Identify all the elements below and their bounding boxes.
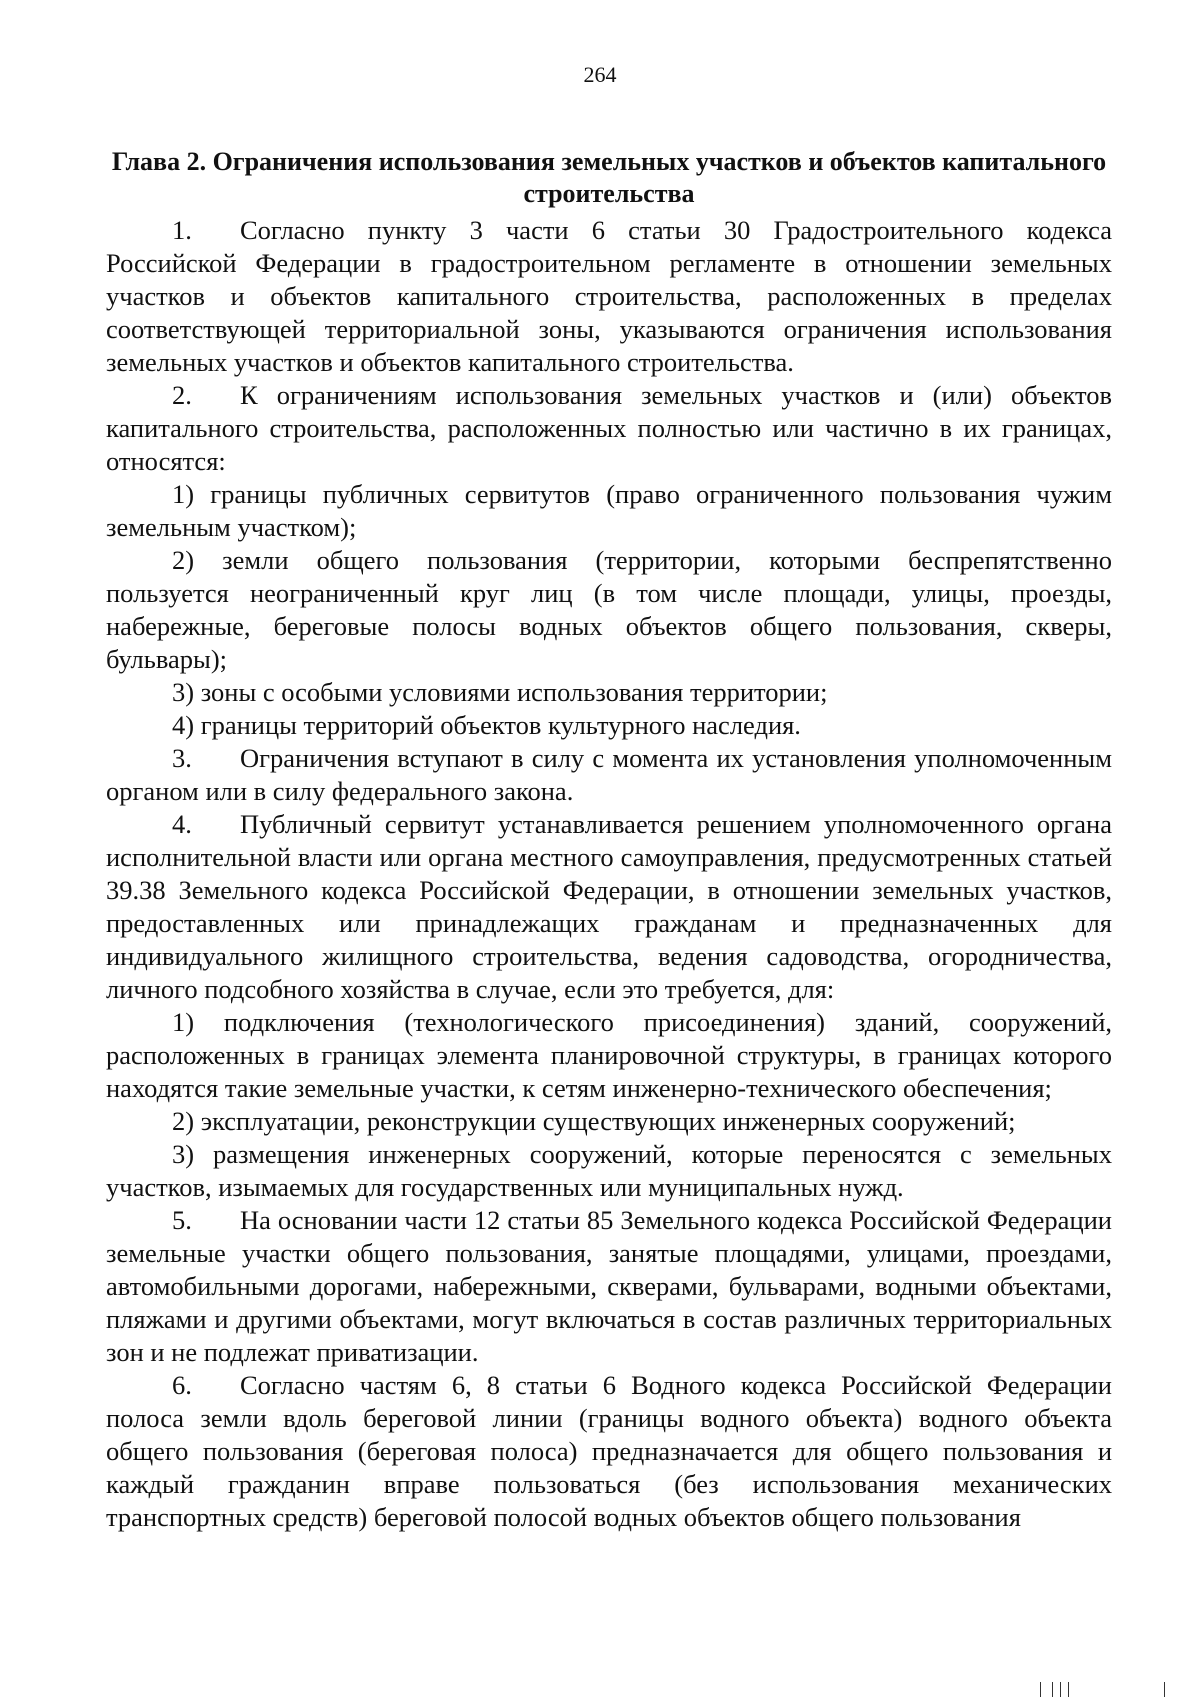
paragraph-5 — [106, 1204, 1112, 1369]
paragraph-4 — [106, 808, 1112, 1006]
paragraph-text: К ограничениям использования земельных участков и (или) объектов капитального строительства, расположенных полностью или частично в их границах, относятся: — [106, 380, 1112, 476]
list-item: 3) размещения инженерных сооружений, которые переносятся с земельных участков, изымаемых для государственных или муниципальных нужд. — [106, 1139, 1112, 1202]
scan-mark — [1052, 1682, 1053, 1697]
chapter-title: Глава 2. Ограничения использования земельных участков и объектов капитального строительства — [111, 147, 1107, 208]
page-number: 264 — [583, 62, 617, 87]
list-item: 1) подключения (технологического присоединения) зданий, сооружений, расположенных в границах элемента планировочной структуры, в границах которого находятся такие земельные участки, к сетям инженерно-технического обеспечения; — [106, 1007, 1112, 1103]
list-item: 4) границы территорий объектов культурного наследия. — [172, 710, 801, 740]
paragraph-number: 6. — [172, 1370, 192, 1400]
document-body — [106, 146, 1112, 1534]
paragraph-6 — [106, 1369, 1112, 1534]
list-item: 2) эксплуатации, реконструкции существующих инженерных сооружений; — [172, 1106, 1016, 1136]
paragraph-number: 1. — [172, 215, 192, 245]
paragraph-number: 5. — [172, 1205, 192, 1235]
list-item: 3) зоны с особыми условиями использования территории; — [172, 677, 828, 707]
paragraph-number: 3. — [172, 743, 192, 773]
list-item: 2) земли общего пользования (территории, которыми беспрепятственно пользуется неограниченный круг лиц (в том числе площади, улицы, проезды, набережные, береговые полосы водных объектов общего пользования, скверы, бульвары); — [106, 545, 1112, 674]
paragraph-text: Согласно частям 6, 8 статьи 6 Водного кодекса Российской Федерации полоса земли вдоль береговой линии (границы водного объекта) водного объекта общего пользования (береговая полоса) предназначается для общего пользования и каждый гражданин вправе пользоваться (без использования механических транспортных средств) береговой полосой водных объектов общего пользования — [106, 1370, 1112, 1532]
paragraph-text: Согласно пункту 3 части 6 статьи 30 Градостроительного кодекса Российской Федерации в градостроительном регламенте в отношении земельных участков и объектов капитального строительства, расположенных в пределах соответствующей территориальной зоны, указываются ограничения использования земельных участков и объектов капитального строительства. — [106, 215, 1112, 377]
paragraph-text: Публичный сервитут устанавливается решением уполномоченного органа исполнительной власти или органа местного самоуправления, предусмотренных статьей 39.38 Земельного кодекса Российской Федерации, в отношении земельных участков, предоставленных или принадлежащих гражданам и предназначенных для индивидуального жилищного строительства, ведения садоводства, огородничества, личного подсобного хозяйства в случае, если это требуется, для: — [106, 809, 1112, 1004]
scan-mark — [1068, 1682, 1069, 1697]
paragraph-number: 4. — [172, 809, 192, 839]
scan-mark — [1060, 1682, 1061, 1697]
paragraph-2 — [106, 379, 1112, 478]
scan-mark — [1164, 1682, 1165, 1697]
scan-edge-marks — [1040, 1682, 1170, 1697]
list-item: 1) границы публичных сервитутов (право ограниченного пользования чужим земельным участком); — [106, 479, 1112, 542]
paragraph-1 — [106, 214, 1112, 379]
scan-mark — [1040, 1682, 1041, 1697]
paragraph-text: На основании части 12 статьи 85 Земельного кодекса Российской Федерации земельные участки общего пользования, занятые площадями, улицами, проездами, автомобильными дорогами, набережными, скверами, бульварами, водными объектами, пляжами и другими объектами, могут включаться в состав различных территориальных зон и не подлежат приватизации. — [106, 1205, 1112, 1367]
paragraph-text: Ограничения вступают в силу с момента их установления уполномоченным органом или в силу федерального закона. — [106, 743, 1112, 806]
paragraph-number: 2. — [172, 380, 192, 410]
paragraph-3 — [106, 742, 1112, 808]
